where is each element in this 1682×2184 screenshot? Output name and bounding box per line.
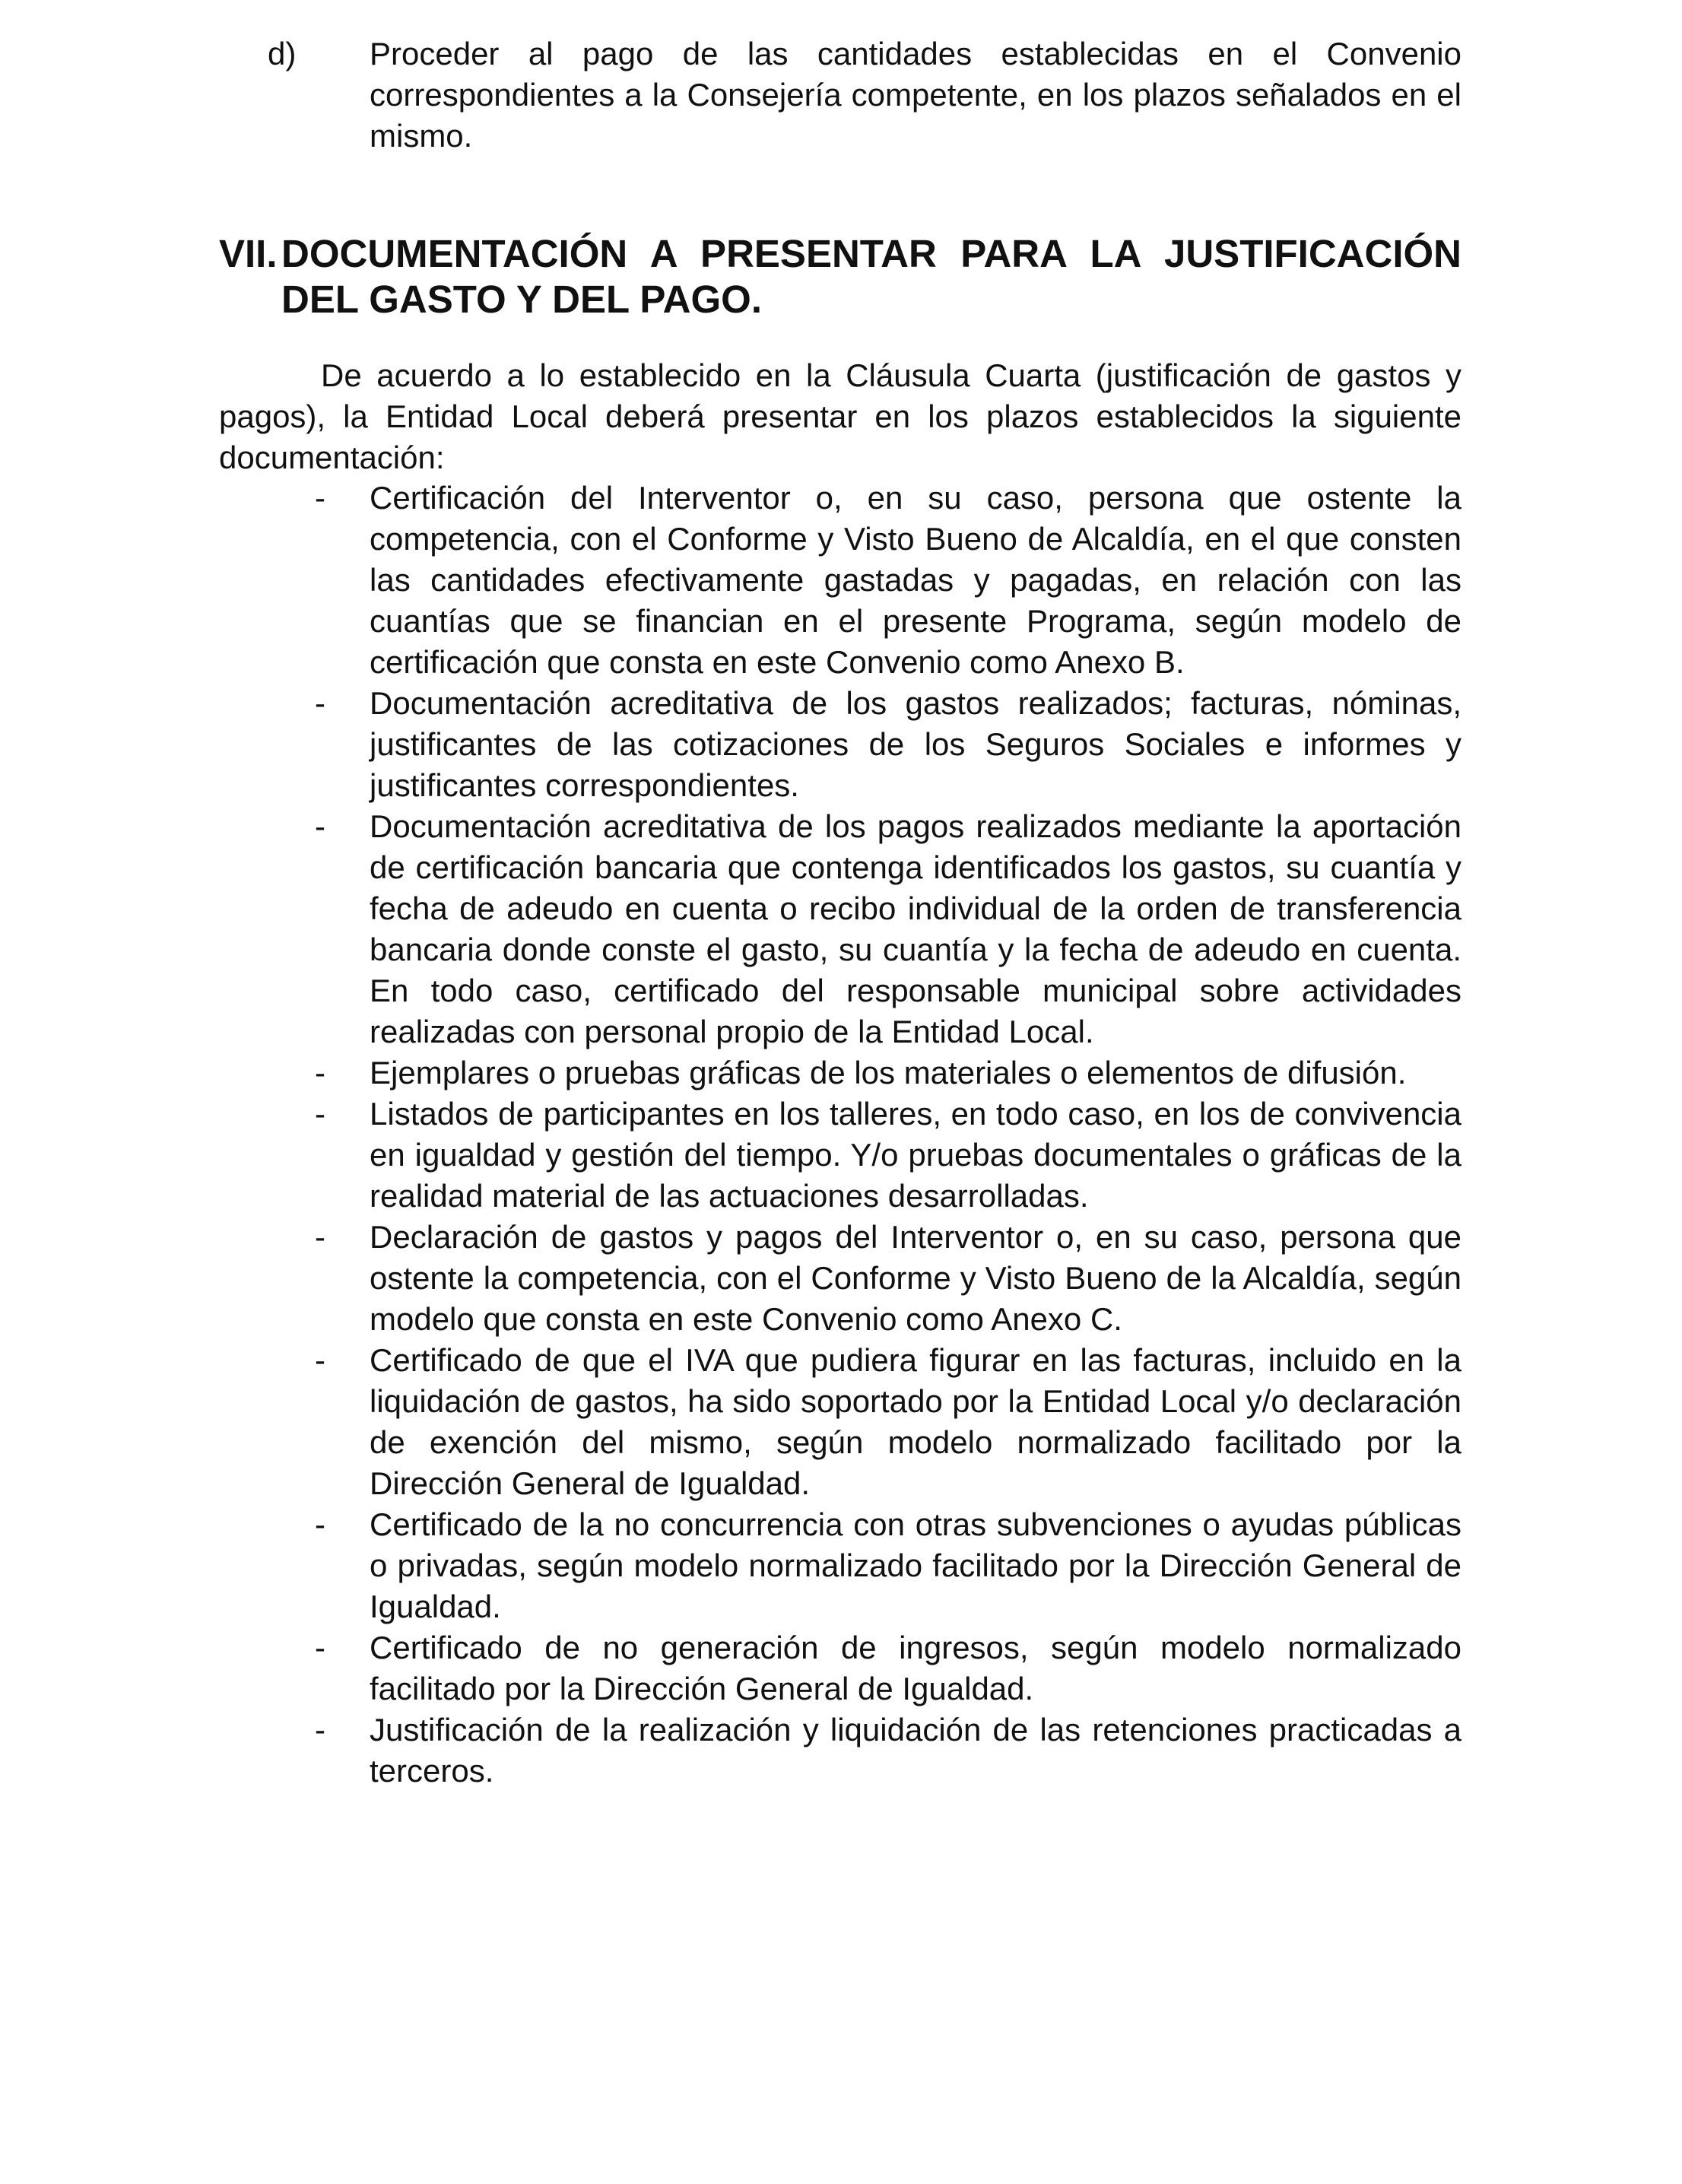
list-item: [315, 478, 1461, 683]
bullet-marker: -: [315, 1630, 325, 1665]
section-number: VII.: [219, 232, 278, 275]
list-item: [315, 1340, 1461, 1504]
list-item-text: Certificado de que el IVA que pudiera figurar en las facturas, incluido en la liquidación de gastos, ha sido soportado por la Entidad Local y/o declaración de exención del mismo, según modelo normalizado facilitado por la Dirección General de Igualdad.: [370, 1342, 1461, 1501]
bullet-marker: -: [315, 1506, 325, 1542]
list-item: [315, 1504, 1461, 1627]
list-item: [315, 1709, 1461, 1792]
list-item-text: Declaración de gastos y pagos del Interventor o, en su caso, persona que ostente la competencia, con el Conforme y Visto Bueno de la Alcaldía, según modelo que consta en este Convenio como Anexo C.: [370, 1219, 1461, 1337]
list-item: [315, 1094, 1461, 1217]
list-item: [315, 1217, 1461, 1340]
bullet-marker: -: [315, 480, 325, 516]
bullet-marker: -: [315, 1096, 325, 1132]
list-item: [315, 1627, 1461, 1709]
list-item-text: Justificación de la realización y liquidación de las retenciones practicadas a terceros.: [370, 1712, 1461, 1789]
bullet-marker: -: [315, 1712, 325, 1748]
documentation-list: [315, 478, 1461, 1792]
list-item-text: Documentación acreditativa de los pagos realizados mediante la aportación de certificación bancaria que contenga identificados los gastos, su cuantía y fecha de adeudo en cuenta o recibo individual de la orden de transferencia bancaria donde conste el gasto, su cuantía y la fecha de adeudo en cuenta. En todo caso, certificado del responsable municipal sobre actividades realizadas con personal propio de la Entidad Local.: [370, 808, 1461, 1049]
list-item-text: Documentación acreditativa de los gastos realizados; facturas, nóminas, justificantes de las cotizaciones de los Seguros Sociales e informes y justificantes correspondientes.: [370, 685, 1461, 803]
bullet-marker: -: [315, 1219, 325, 1255]
list-item-text: Listados de participantes en los talleres, en todo caso, en los de convivencia en igualdad y gestión del tiempo. Y/o pruebas documentales o gráficas de la realidad material de las actuaciones desarrolladas.: [370, 1096, 1461, 1214]
bullet-marker: -: [315, 1055, 325, 1090]
item-text: Proceder al pago de las cantidades establecidas en el Convenio correspondientes a la Consejería competente, en los plazos señalados en el mismo.: [370, 36, 1461, 154]
list-item: [315, 806, 1461, 1052]
list-item: [315, 683, 1461, 806]
section-title: DOCUMENTACIÓN A PRESENTAR PARA LA JUSTIFICACIÓN DEL GASTO Y DEL PAGO.: [281, 232, 1461, 321]
bullet-marker: -: [315, 685, 325, 721]
bullet-marker: -: [315, 1342, 325, 1378]
item-marker: d): [268, 36, 297, 71]
list-item-text: Certificado de la no concurrencia con otras subvenciones o ayudas públicas o privadas, según modelo normalizado facilitado por la Dirección General de Igualdad.: [370, 1506, 1461, 1624]
list-item: [315, 1052, 1461, 1094]
list-item-text: Certificación del Interventor o, en su caso, persona que ostente la competencia, con el Conforme y Visto Bueno de Alcaldía, en el que consten las cantidades efectivamente gastadas y pagadas, en relación con las cuantías que se financian en el presente Programa, según modelo de certificación que consta en este Convenio como Anexo B.: [370, 480, 1461, 680]
bullet-marker: -: [315, 808, 325, 844]
list-item-text: Ejemplares o pruebas gráficas de los materiales o elementos de difusión.: [370, 1055, 1407, 1090]
list-item-text: Certificado de no generación de ingresos, según modelo normalizado facilitado por la Dirección General de Igualdad.: [370, 1630, 1461, 1706]
intro-paragraph: De acuerdo a lo establecido en la Cláusula Cuarta (justificación de gastos y pagos), la Entidad Local deberá presentar en los plazos establecidos la siguiente documentación:: [219, 357, 1461, 475]
